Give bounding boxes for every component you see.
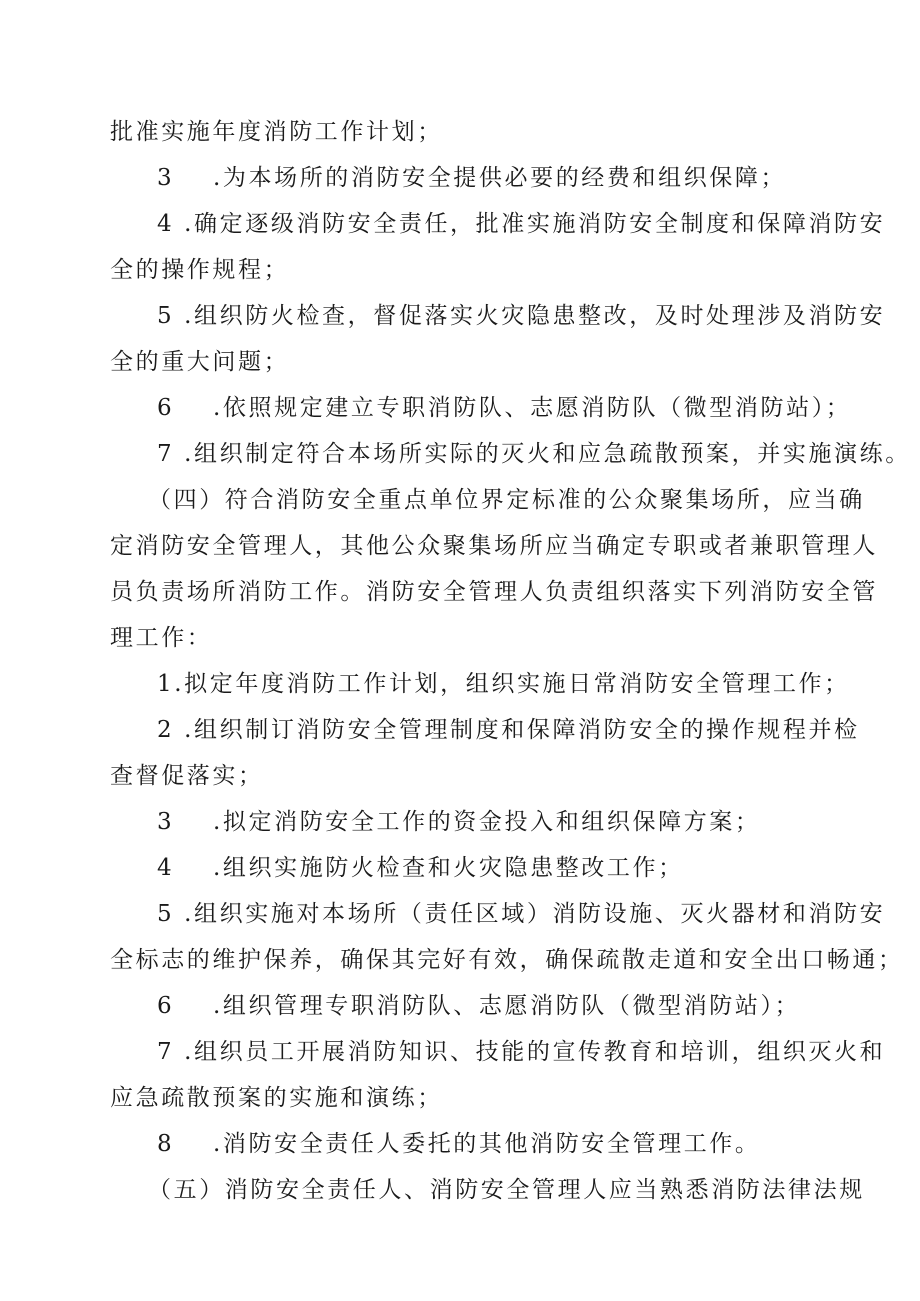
list-item (157, 853, 684, 883)
item-number: 6 (157, 993, 175, 1019)
item-text: .组织实施防火检查和火灾隐患整改工作； (213, 855, 684, 881)
text-line: 应急疏散预案的实施和演练； (110, 1085, 443, 1111)
list-item: 7 .组织制定符合本场所实际的灭火和应急疏散预案，并实施演练。 (157, 441, 911, 467)
section-heading: （四）符合消防安全重点单位界定标准的公众聚集场所，应当确 (148, 487, 865, 513)
text-line: 定消防安全管理人，其他公众聚集场所应当确定专职或者兼职管理人 (110, 533, 878, 559)
list-item: 1.拟定年度消防工作计划，组织实施日常消防安全管理工作； (157, 671, 850, 697)
text-line: 全的重大问题； (110, 349, 290, 375)
list-item: 7 .组织员工开展消防知识、技能的宣传教育和培训，组织灭火和 (157, 1039, 886, 1065)
list-item (157, 1129, 761, 1159)
section-heading: （五）消防安全责任人、消防安全管理人应当熟悉消防法律法规 (148, 1177, 865, 1203)
list-item (157, 991, 800, 1021)
text-line: 查督促落实； (110, 763, 264, 789)
text-line: 全的操作规程； (110, 257, 290, 283)
item-text: .为本场所的消防安全提供必要的经费和组织保障； (213, 165, 787, 191)
item-number: 3 (157, 165, 175, 191)
text-line: 员负责场所消防工作。消防安全管理人负责组织落实下列消防安全管 (110, 579, 878, 605)
text-line: 批准实施年度消防工作计划； (110, 119, 443, 145)
text-line: 理工作： (110, 625, 213, 651)
list-item: 5 .组织实施对本场所（责任区域）消防设施、灭火器材和消防安 (157, 901, 886, 927)
item-text: .依照规定建立专职消防队、志愿消防队（微型消防站）； (213, 395, 852, 421)
item-text: .组织管理专职消防队、志愿消防队（微型消防站）； (213, 993, 801, 1019)
list-item: 4 .确定逐级消防安全责任，批准实施消防安全制度和保障消防安 (157, 211, 886, 237)
list-item: 2 .组织制订消防安全管理制度和保障消防安全的操作规程并检 (157, 717, 860, 743)
item-number: 3 (157, 809, 175, 835)
list-item (157, 163, 786, 193)
item-number: 8 (157, 1131, 175, 1157)
item-number: 4 (157, 855, 175, 881)
item-number: 6 (157, 395, 175, 421)
list-item: 5 .组织防火检查，督促落实火灾隐患整改，及时处理涉及消防安 (157, 303, 886, 329)
list-item (157, 393, 851, 423)
item-text: .拟定消防安全工作的资金投入和组织保障方案； (213, 809, 761, 835)
text-line: 全标志的维护保养，确保其完好有效，确保疏散走道和安全出口畅通； (110, 947, 904, 973)
list-item (157, 807, 761, 837)
item-text: .消防安全责任人委托的其他消防安全管理工作。 (213, 1131, 761, 1157)
